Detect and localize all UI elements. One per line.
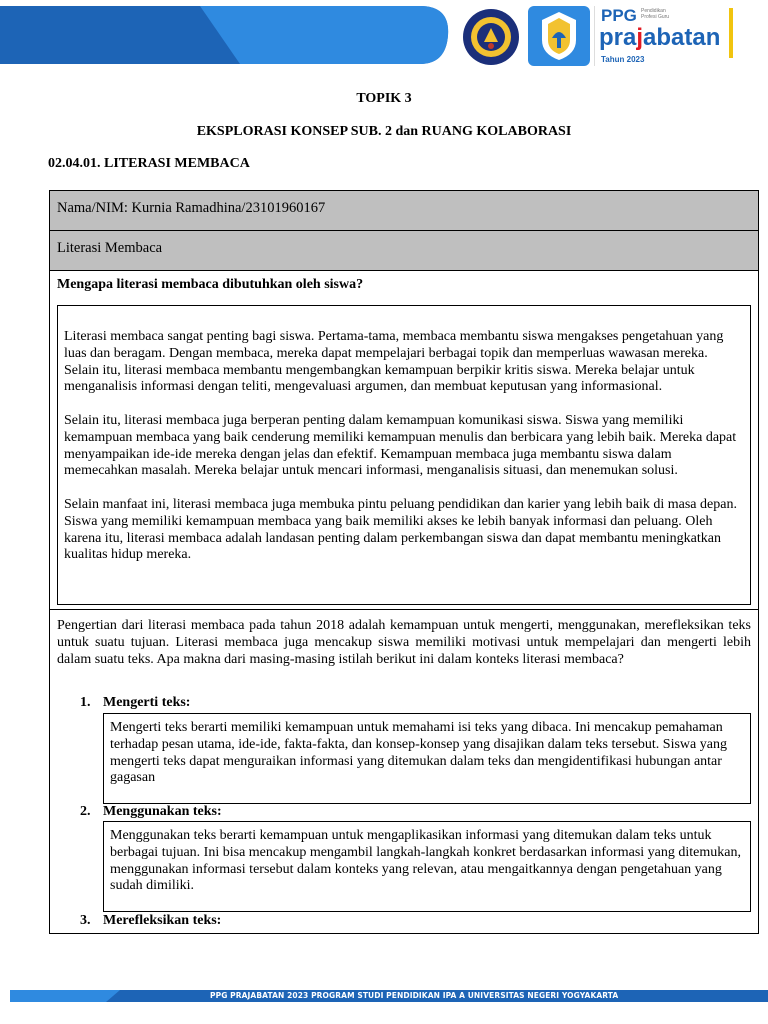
ppg-logo-wordmark: prajabatan	[599, 24, 721, 51]
subtitle: EKSPLORASI KONSEP SUB. 2 dan RUANG KOLABORASI	[196, 124, 572, 139]
uny-seal-logo	[462, 8, 520, 66]
page-header	[0, 0, 768, 70]
term-2-answer-box	[103, 821, 751, 912]
question-1: Mengapa literasi membaca dibutuhkan oleh siswa?	[57, 277, 364, 292]
question-2-intro: Pengertian dari literasi membaca pada tahun 2018 adalah kemampuan untuk mengerti, menggunakan, merefleksikan teks untuk suatu tujuan. Literasi membaca juga mencakup siswa memiliki motivasi untuk mempelajari dan mengerti lebih dalam suatu teks. Apa makna dari masing-masing istilah berikut ini dalam konteks literasi membaca?	[57, 618, 751, 667]
tut-wuri-handayani-logo	[528, 6, 590, 66]
ppg-logo-top: PPG	[601, 6, 637, 25]
subject-row: Literasi Membaca	[50, 231, 758, 271]
term-item-2: 2. Menggunakan teks:	[80, 804, 222, 819]
name-row: Nama/NIM: Kurnia Ramadhina/23101960167	[50, 191, 758, 231]
term-item-3: 3. Merefleksikan teks:	[80, 913, 222, 928]
term-item-1: 1. Mengerti teks:	[80, 695, 191, 710]
term-1-answer: Mengerti teks berarti memiliki kemampuan untuk memahami isi teks yang dibaca. Ini mencakup pemahaman terhadap pesan utama, ide-ide, fakta-fakta, dan konsep-konsep yang disajikan dalam teks tersebut. Siswa yang mengerti teks dapat menguraikan informasi yang ditemukan dalam teks dan mengidentifikasi hubungan antar gagasan	[110, 720, 727, 786]
answer-1-box	[57, 305, 751, 605]
section-heading: 02.04.01. LITERASI MEMBACA	[48, 156, 250, 171]
ppg-logo-subtitle: Pendidikan Profesi Guru	[641, 8, 670, 20]
worksheet-table	[49, 190, 759, 934]
ppg-prajabatan-logo	[594, 6, 731, 66]
term-1-answer-box	[103, 713, 751, 804]
row-divider	[50, 609, 758, 610]
topic-title: TOPIK 3	[356, 91, 412, 106]
answer-1-paragraph: Selain itu, literasi membaca juga berperan penting dalam kemampuan komunikasi siswa. Siswa yang memiliki kemampuan membaca yang baik cenderung memiliki kemampuan menulis dan berbicara yang lebih baik. Mereka dapat menyampaikan ide-ide mereka dengan jelas dan efektif. Kemampuan membaca juga membantu siswa dalam memecahkan masalah. Mereka belajar untuk mencari informasi, menganalisis situasi, dan menemukan solusi.	[64, 412, 737, 479]
footer-text: PPG PRAJABATAN 2023 PROGRAM STUDI PENDIDIKAN IPA A UNIVERSITAS NEGERI YOGYAKARTA	[210, 991, 619, 1000]
header-banner	[0, 6, 450, 64]
answer-1-paragraph: Selain manfaat ini, literasi membaca juga membuka pintu peluang pendidikan dan karier yang lebih baik di masa depan. Siswa yang memiliki kemampuan membaca yang baik memiliki akses ke lebih banyak informasi dan peluang. Oleh karena itu, literasi membaca adalah landasan penting dalam perkembangan siswa dan dapat membantu meningkatkan kualitas hidup mereka.	[64, 496, 737, 563]
ppg-logo-year: Tahun 2023	[601, 55, 645, 64]
term-2-answer: Menggunakan teks berarti kemampuan untuk mengaplikasikan informasi yang ditemukan dalam teks untuk berbagai tujuan. Ini bisa mencakup mengambil langkah-langkah konkret berdasarkan informasi yang ditemukan, menggunakan informasi tersebut dalam konteks yang relevan, atau mengaitkannya dengan pengetahuan yang sudah dimiliki.	[110, 828, 741, 894]
answer-1-paragraph: Literasi membaca sangat penting bagi siswa. Pertama-tama, membaca membantu siswa mengakses pengetahuan yang luas dan beragam. Dengan membaca, mereka dapat mempelajari berbagai topik dan memperluas wawasan mereka. Selain itu, literasi membaca membantu mengembangkan kemampuan berpikir kritis siswa. Mereka belajar untuk menganalisis informasi dengan teliti, mengevaluasi argumen, dan membuat keputusan yang informasional.	[64, 329, 724, 395]
